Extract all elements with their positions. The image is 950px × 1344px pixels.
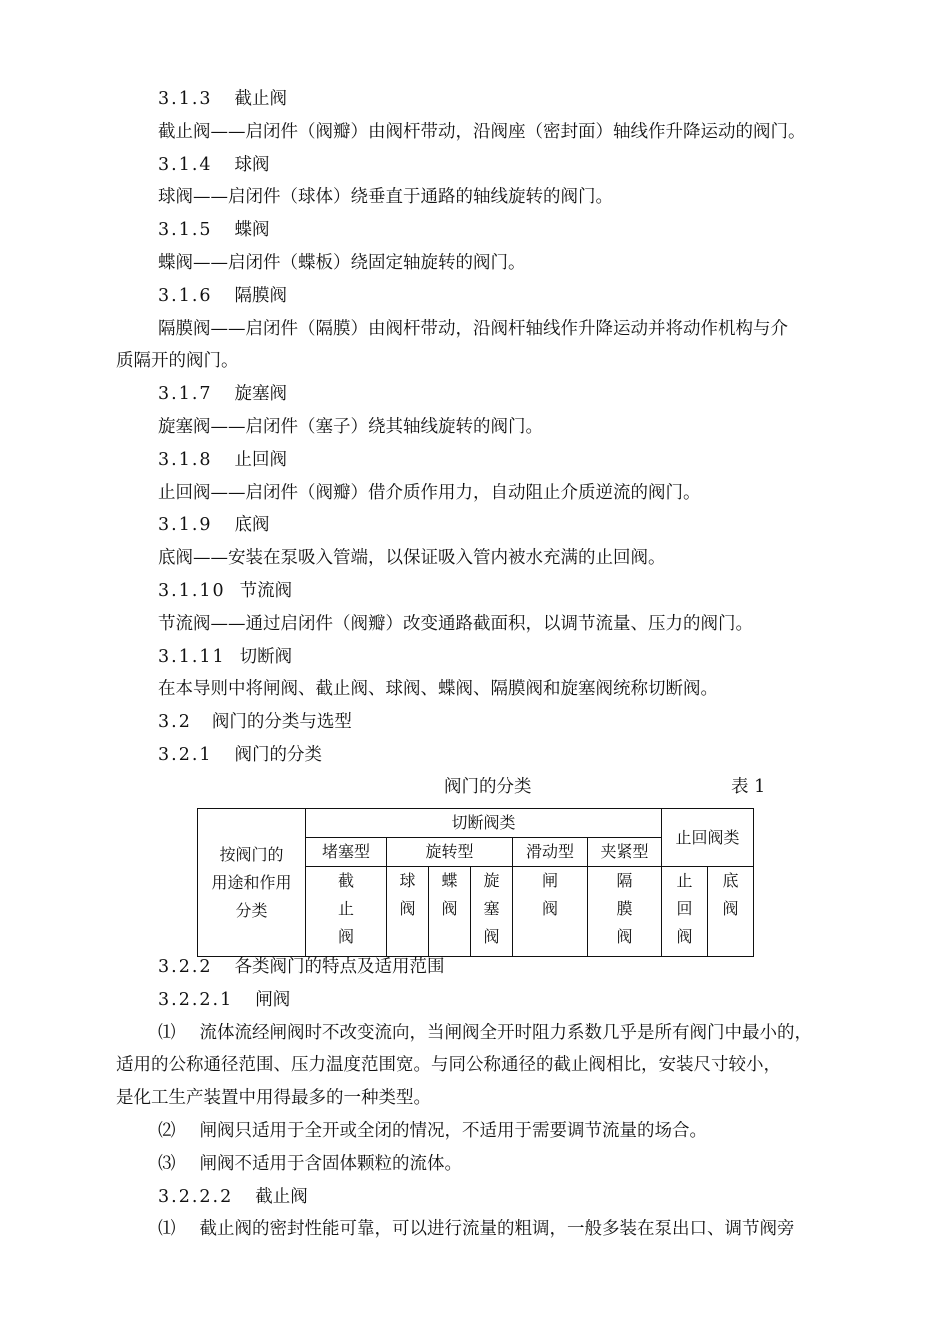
heading-3-1-9: 3.1.9 底阀 <box>158 515 270 535</box>
heading-3-1-6: 3.1.6 隔膜阀 <box>158 286 288 306</box>
list-item: ⑴ 截止阀的密封性能可靠，可以进行流量的粗调，一般多装在泵出口、调节阀旁 <box>158 1219 795 1239</box>
type-sliding: 滑动型 <box>513 838 588 867</box>
valve-diaphragm: 隔 膜 阀 <box>588 867 662 957</box>
heading-3-1-8: 3.1.8 止回阀 <box>158 450 288 470</box>
heading-3-1-10: 3.1.10 节流阀 <box>158 581 293 601</box>
list-item: ⑶ 闸阀不适用于含固体颗粒的流体。 <box>158 1154 462 1174</box>
valve-gate: 闸 阀 <box>513 867 588 957</box>
valve-classification-table <box>197 808 754 957</box>
definition-text: 球阀——启闭件（球体）绕垂直于通路的轴线旋转的阀门。 <box>158 187 613 207</box>
definition-text: 截止阀——启闭件（阀瓣）由阀杆带动，沿阀座（密封面）轴线作升降运动的阀门。 <box>158 122 806 142</box>
definition-text: 质隔开的阀门。 <box>116 351 239 371</box>
heading-3-1-4: 3.1.4 球阀 <box>158 155 270 175</box>
type-rotary: 旋转型 <box>387 838 513 867</box>
definition-text: 止回阀——启闭件（阀瓣）借介质作用力，自动阻止介质逆流的阀门。 <box>158 483 701 503</box>
valve-check: 止 回 阀 <box>662 867 708 957</box>
definition-text: 旋塞阀——启闭件（塞子）绕其轴线旋转的阀门。 <box>158 417 543 437</box>
type-clamping: 夹紧型 <box>588 838 662 867</box>
item-marker: ⑵ <box>158 1121 176 1141</box>
heading-3-2-1: 3.2.1 阀门的分类 <box>158 745 323 765</box>
list-item: ⑵ 闸阀只适用于全开或全闭的情况，不适用于需要调节流量的场合。 <box>158 1121 707 1141</box>
heading-3-1-3: 3.1.3 截止阀 <box>158 89 288 109</box>
item-marker: ⑶ <box>158 1154 176 1174</box>
paragraph-line: 是化工生产装置中用得最多的一种类型。 <box>116 1088 431 1108</box>
heading-3-1-7: 3.1.7 旋塞阀 <box>158 384 288 404</box>
list-item: ⑴ 流体流经闸阀时不改变流向，当闸阀全开时阻力系数几乎是所有阀门中最小的， <box>158 1023 812 1043</box>
check-group-header: 止回阀类 <box>662 809 754 867</box>
heading-3-1-11: 3.1.11 切断阀 <box>158 647 293 667</box>
definition-text: 节流阀——通过启闭件（阀瓣）改变通路截面积，以调节流量、压力的阀门。 <box>158 614 753 634</box>
heading-3-2-2: 3.2.2 各类阀门的特点及适用范围 <box>158 957 445 977</box>
valve-plug: 旋 塞 阀 <box>471 867 513 957</box>
valve-foot: 底 阀 <box>708 867 754 957</box>
valve-globe: 截 止 阀 <box>306 867 387 957</box>
row-header-cell: 按阀门的 用途和作用 分类 <box>198 809 306 957</box>
heading-3-2-2-1: 3.2.2.1 闸阀 <box>158 990 291 1010</box>
table-number: 表 1 <box>731 777 766 797</box>
paragraph-line: 适用的公称通径范围、压力温度范围宽。与同公称通径的截止阀相比，安装尺寸较小， <box>116 1055 781 1075</box>
item-marker: ⑴ <box>158 1023 176 1043</box>
item-marker: ⑴ <box>158 1219 176 1239</box>
valve-butterfly: 蝶 阀 <box>429 867 471 957</box>
definition-text: 在本导则中将闸阀、截止阀、球阀、蝶阀、隔膜阀和旋塞阀统称切断阀。 <box>158 679 718 699</box>
valve-ball: 球 阀 <box>387 867 429 957</box>
heading-3-1-5: 3.1.5 蝶阀 <box>158 220 270 240</box>
shutoff-group-header: 切断阀类 <box>306 809 662 838</box>
heading-3-2-2-2: 3.2.2.2 截止阀 <box>158 1187 308 1207</box>
definition-text: 隔膜阀——启闭件（隔膜）由阀杆带动，沿阀杆轴线作升降运动并将动作机构与介 <box>158 319 788 339</box>
type-plug: 堵塞型 <box>306 838 387 867</box>
table-caption: 阀门的分类 <box>444 777 532 797</box>
definition-text: 底阀——安装在泵吸入管端，以保证吸入管内被水充满的止回阀。 <box>158 548 666 568</box>
definition-text: 蝶阀——启闭件（蝶板）绕固定轴旋转的阀门。 <box>158 253 526 273</box>
heading-3-2: 3.2 阀门的分类与选型 <box>158 712 352 732</box>
